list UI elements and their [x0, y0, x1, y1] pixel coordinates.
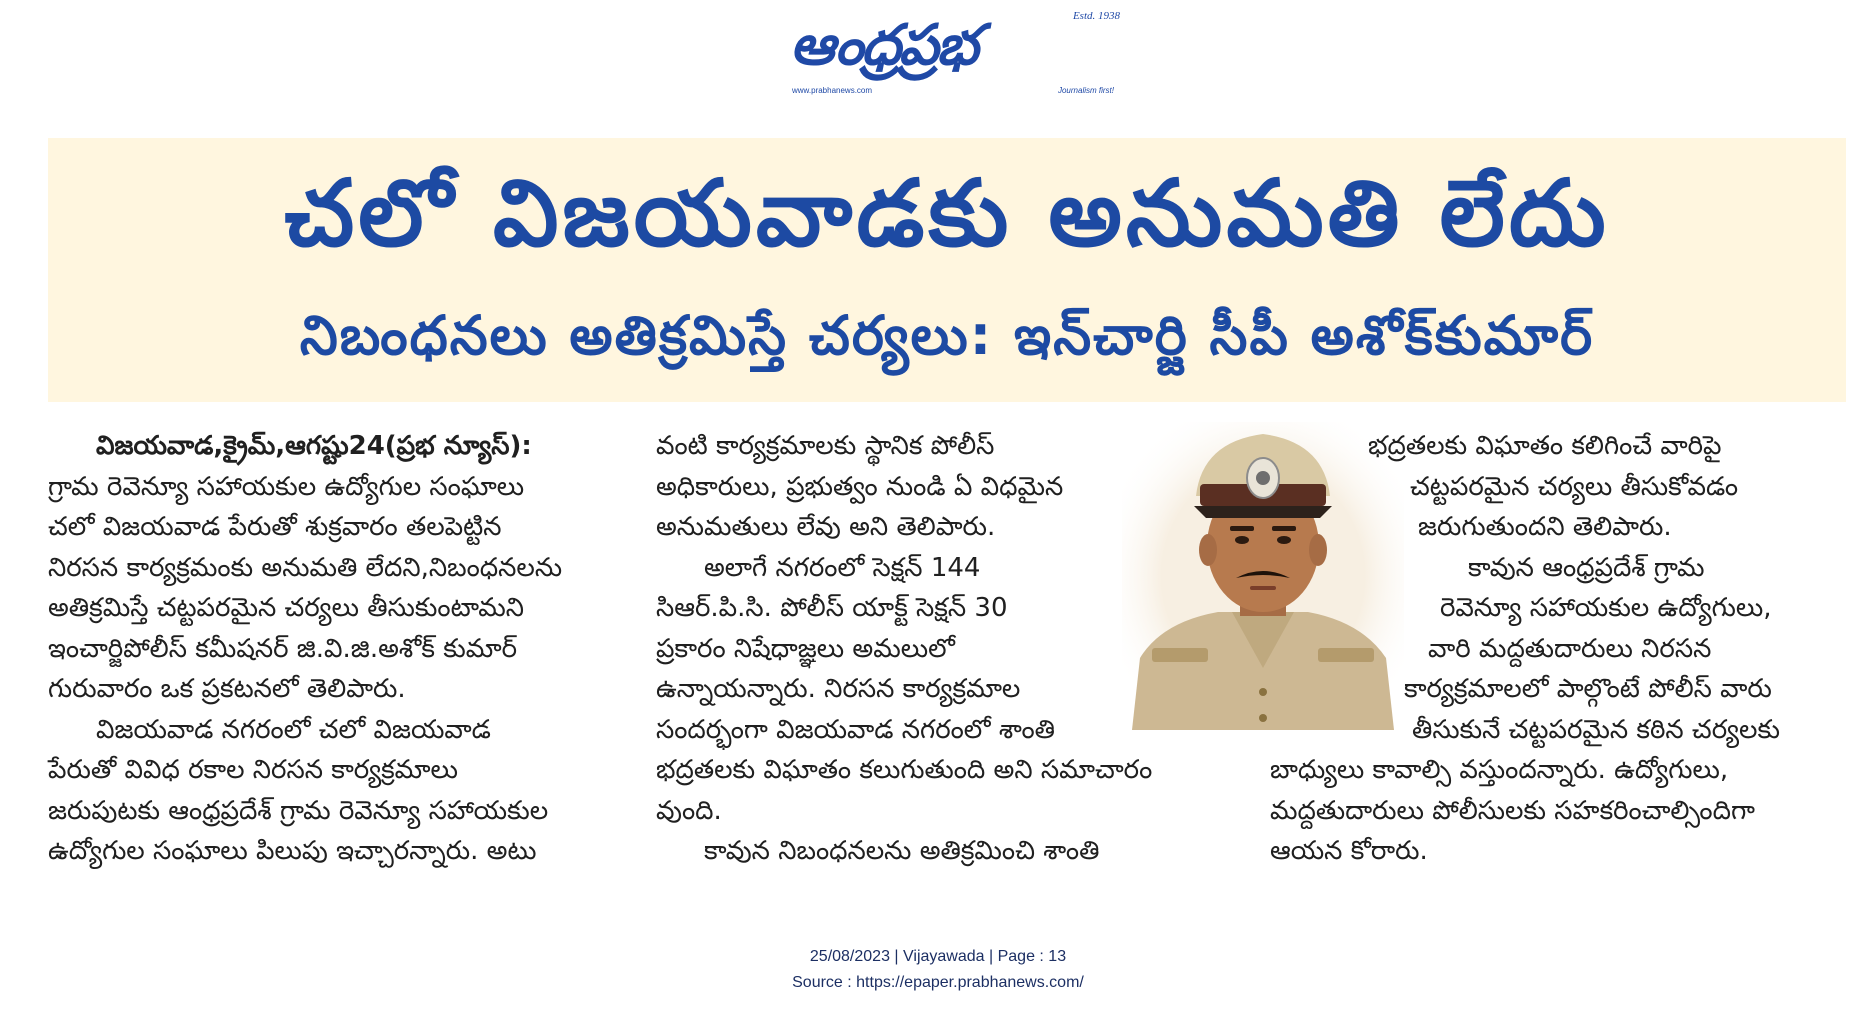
- article-column-3: [1270, 426, 1840, 872]
- article-line: గ్రామ రెవెన్యూ సహాయకుల ఉద్యోగుల సంఘాలు: [48, 471, 525, 502]
- masthead-estd: Estd. 1938: [1072, 10, 1120, 22]
- article-line: అధికారులు, ప్రభుత్వం నుండి ఏ విధమైన: [656, 471, 1064, 502]
- article-line: వంటి కార్యక్రమాలకు స్థానిక పోలీస్: [656, 431, 995, 461]
- article-line: సందర్భంగా విజయవాడ నగరంలో శాంతి: [656, 714, 1055, 745]
- article-line: తీసుకునే చట్టపరమైన కఠిన చర్యలకు: [1412, 714, 1781, 745]
- masthead-logo: ఆంధ్రప్రభ: [790, 13, 977, 78]
- article-line: చట్టపరమైన చర్యలు తీసుకోవడం: [1410, 471, 1739, 502]
- subheadline: నిబంధనలు అతిక్రమిస్తే చర్యలు: ఇన్‌చార్జి సీపీ అశోక్‌కుమార్: [299, 304, 1595, 367]
- article-line: ఇంచార్జిపోలీస్ కమీషనర్ జి.వి.జి.అశోక్ కుమార్: [48, 633, 518, 664]
- article-line: జరుపుటకు ఆంధ్రప్రదేశ్ గ్రామ రెవెన్యూ సహాయకుల: [48, 795, 549, 826]
- article-line: ఆయన కోరారు.: [1270, 836, 1428, 866]
- footer-source: Source : https://epaper.prabhanews.com/: [792, 974, 1084, 991]
- article-line: నిరసన కార్యక్రమంకు అనుమతి లేదని,నిబంధనలను: [48, 552, 563, 583]
- article-line: రెవెన్యూ సహాయకుల ఉద్యోగులు,: [1440, 593, 1772, 623]
- article-line: జరుగుతుందని తెలిపారు.: [1418, 512, 1672, 542]
- article-line: కార్యక్రమాలలో పాల్గొంటే పోలీస్ వారు: [1404, 674, 1772, 704]
- article-line: ఉన్నాయన్నారు. నిరసన కార్యక్రమాల: [656, 674, 1021, 704]
- footer-date-edition: 25/08/2023 | Vijayawada | Page : 13: [809, 948, 1067, 965]
- masthead-tagline: Journalism first!: [1057, 86, 1114, 95]
- article-line: అలాగే నగరంలో సెక్షన్ 144: [704, 552, 981, 583]
- article-line: వారి మద్దతుదారులు నిరసన: [1428, 633, 1712, 664]
- article-line: పేరుతో వివిధ రకాల నిరసన కార్యక్రమాలు: [48, 755, 458, 785]
- article-line: వుంది.: [656, 795, 722, 826]
- article-line: భద్రతలకు విఘాతం కలుగుతుంది అని సమాచారం: [656, 755, 1153, 785]
- article-line: భద్రతలకు విఘాతం కలిగించే వారిపై: [1368, 431, 1722, 461]
- article-line: గురువారం ఒక ప్రకటనలో తెలిపారు.: [48, 674, 406, 704]
- headline-panel: [48, 138, 1846, 402]
- article-line: అనుమతులు లేవు అని తెలిపారు.: [656, 512, 996, 542]
- masthead: [780, 10, 1120, 96]
- article-line: సిఆర్.పి.సి. పోలీస్ యాక్ట్ సెక్షన్ 30: [656, 593, 1008, 623]
- headline: చలో విజయవాడకు అనుమతి లేదు: [284, 160, 1610, 267]
- article-line: మద్దతుదారులు పోలీసులకు సహకరించాల్సిందిగా: [1270, 795, 1755, 826]
- article-line: విజయవాడ నగరంలో చలో విజయవాడ: [96, 714, 491, 745]
- article-line: ఉద్యోగుల సంఘాలు పిలుపు ఇచ్చారన్నారు. అటు: [48, 836, 537, 866]
- article-line: ప్రకారం నిషేధాజ్ఞలు అమలులో: [656, 633, 955, 664]
- article-column-1: [48, 426, 608, 872]
- dateline: విజయవాడ,క్రైమ్,ఆగష్టు24(ప్రభ న్యూస్):: [96, 431, 532, 461]
- article-line: చలో విజయవాడ పేరుతో శుక్రవారం తలపెట్టిన: [48, 512, 502, 542]
- footer: [0, 944, 1876, 996]
- article-line: బాధ్యులు కావాల్సి వస్తుందన్నారు. ఉద్యోగులు,: [1270, 755, 1729, 785]
- article-line: అతిక్రమిస్తే చట్టపరమైన చర్యలు తీసుకుంటామని: [48, 593, 524, 623]
- masthead-website: www.prabhanews.com: [792, 86, 873, 95]
- article-line: కావున నిబంధనలను అతిక్రమించి శాంతి: [704, 836, 1100, 866]
- article-line: కావున ఆంధ్రప్రదేశ్ గ్రామ: [1468, 552, 1705, 583]
